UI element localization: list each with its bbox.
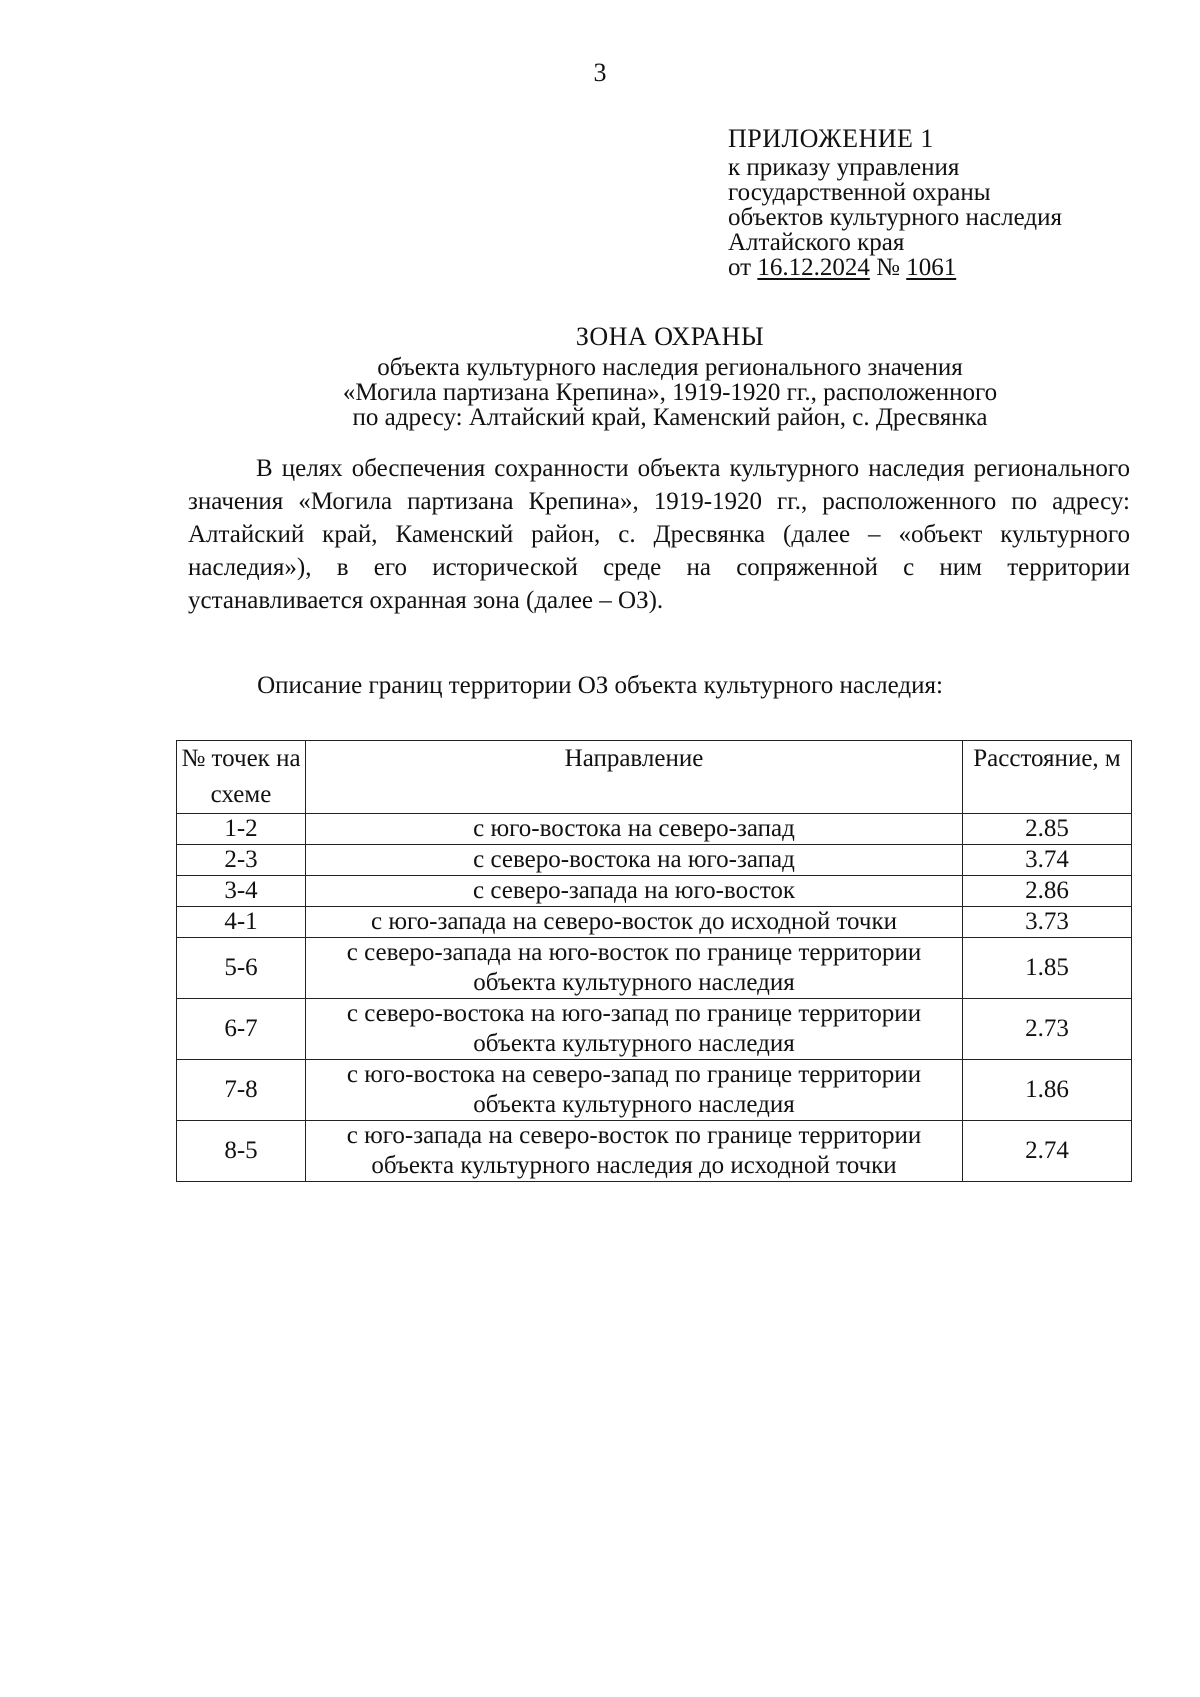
zone-subtitle-line: по адресу: Алтайский край, Каменский район, с. Дресвянка [352,404,988,431]
cell-direction: с юго-запада на северо-восток до исходной точки [306,907,963,938]
cell-points: 3-4 [177,876,306,907]
table-row [177,814,1132,845]
cell-points: 1-2 [177,814,306,845]
cell-distance: 2.85 [963,814,1132,845]
cell-direction: с северо-востока на юго-запад по границе территории объекта культурного наследия [306,999,963,1060]
cell-points: 5-6 [177,938,306,999]
annex-line: объектов культурного наследия [728,204,1062,231]
cell-direction: с юго-востока на северо-запад по границе территории объекта культурного наследия [306,1060,963,1121]
date-prefix: от [728,254,758,281]
table-row [177,845,1132,876]
table-header-row [177,741,1132,814]
annex-line: государственной охраны [728,179,991,206]
cell-distance: 2.74 [963,1121,1132,1182]
cell-distance: 1.86 [963,1060,1132,1121]
table-row [177,907,1132,938]
zone-heading [190,324,1150,430]
cell-points: 4-1 [177,907,306,938]
header-direction: Направление [306,741,963,814]
table-row [177,876,1132,907]
zone-subtitle-line: объекта культурного наследия регионального значения [377,354,963,381]
annex-line: Алтайского края [728,229,905,256]
table-caption: Описание границ территории ОЗ объекта культурного наследия: [257,672,943,699]
order-number: 1061 [906,254,957,281]
header-distance: Расстояние, м [963,741,1132,814]
annex-block [728,126,1062,280]
cell-points: 7-8 [177,1060,306,1121]
annex-title: ПРИЛОЖЕНИЕ 1 [728,124,934,153]
cell-distance: 2.86 [963,876,1132,907]
cell-distance: 2.73 [963,999,1132,1060]
zone-subtitle-line: «Могила партизана Крепина», 1919-1920 гг., расположенного [342,379,998,406]
cell-direction: с юго-запада на северо-восток по границе территории объекта культурного наследия до исходной точки [306,1121,963,1182]
cell-points: 8-5 [177,1121,306,1182]
cell-direction: с юго-востока на северо-запад [306,814,963,845]
table-row [177,999,1132,1060]
cell-points: 2-3 [177,845,306,876]
boundary-table [176,740,1132,1182]
number-prefix: № [869,254,907,281]
table-row [177,938,1132,999]
cell-direction: с северо-запада на юго-восток по границе территории объекта культурного наследия [306,938,963,999]
cell-distance: 1.85 [963,938,1132,999]
cell-direction: с северо-запада на юго-восток [306,876,963,907]
zone-title: ЗОНА ОХРАНЫ [575,322,765,351]
order-date: 16.12.2024 [757,254,870,281]
body-paragraph: В целях обеспечения сохранности объекта культурного наследия регионального значения «Могила партизана Крепина», 1919-1920 гг., расположенного по адресу: Алтайский край, Каменский район, с. Дресвянка (далее – «объект культурного наследия»), в его исторической среде на сопряженной с ним территории устанавливается охранная зона (далее – ОЗ). [188,455,1130,614]
table-row [177,1121,1132,1182]
table-row [177,1060,1132,1121]
annex-date-line [728,255,1062,280]
page-number: 3 [593,58,607,87]
cell-points: 6-7 [177,999,306,1060]
cell-distance: 3.73 [963,907,1132,938]
header-points: № точек на схеме [177,741,306,814]
cell-direction: с северо-востока на юго-запад [306,845,963,876]
annex-line: к приказу управления [728,154,960,181]
cell-distance: 3.74 [963,845,1132,876]
